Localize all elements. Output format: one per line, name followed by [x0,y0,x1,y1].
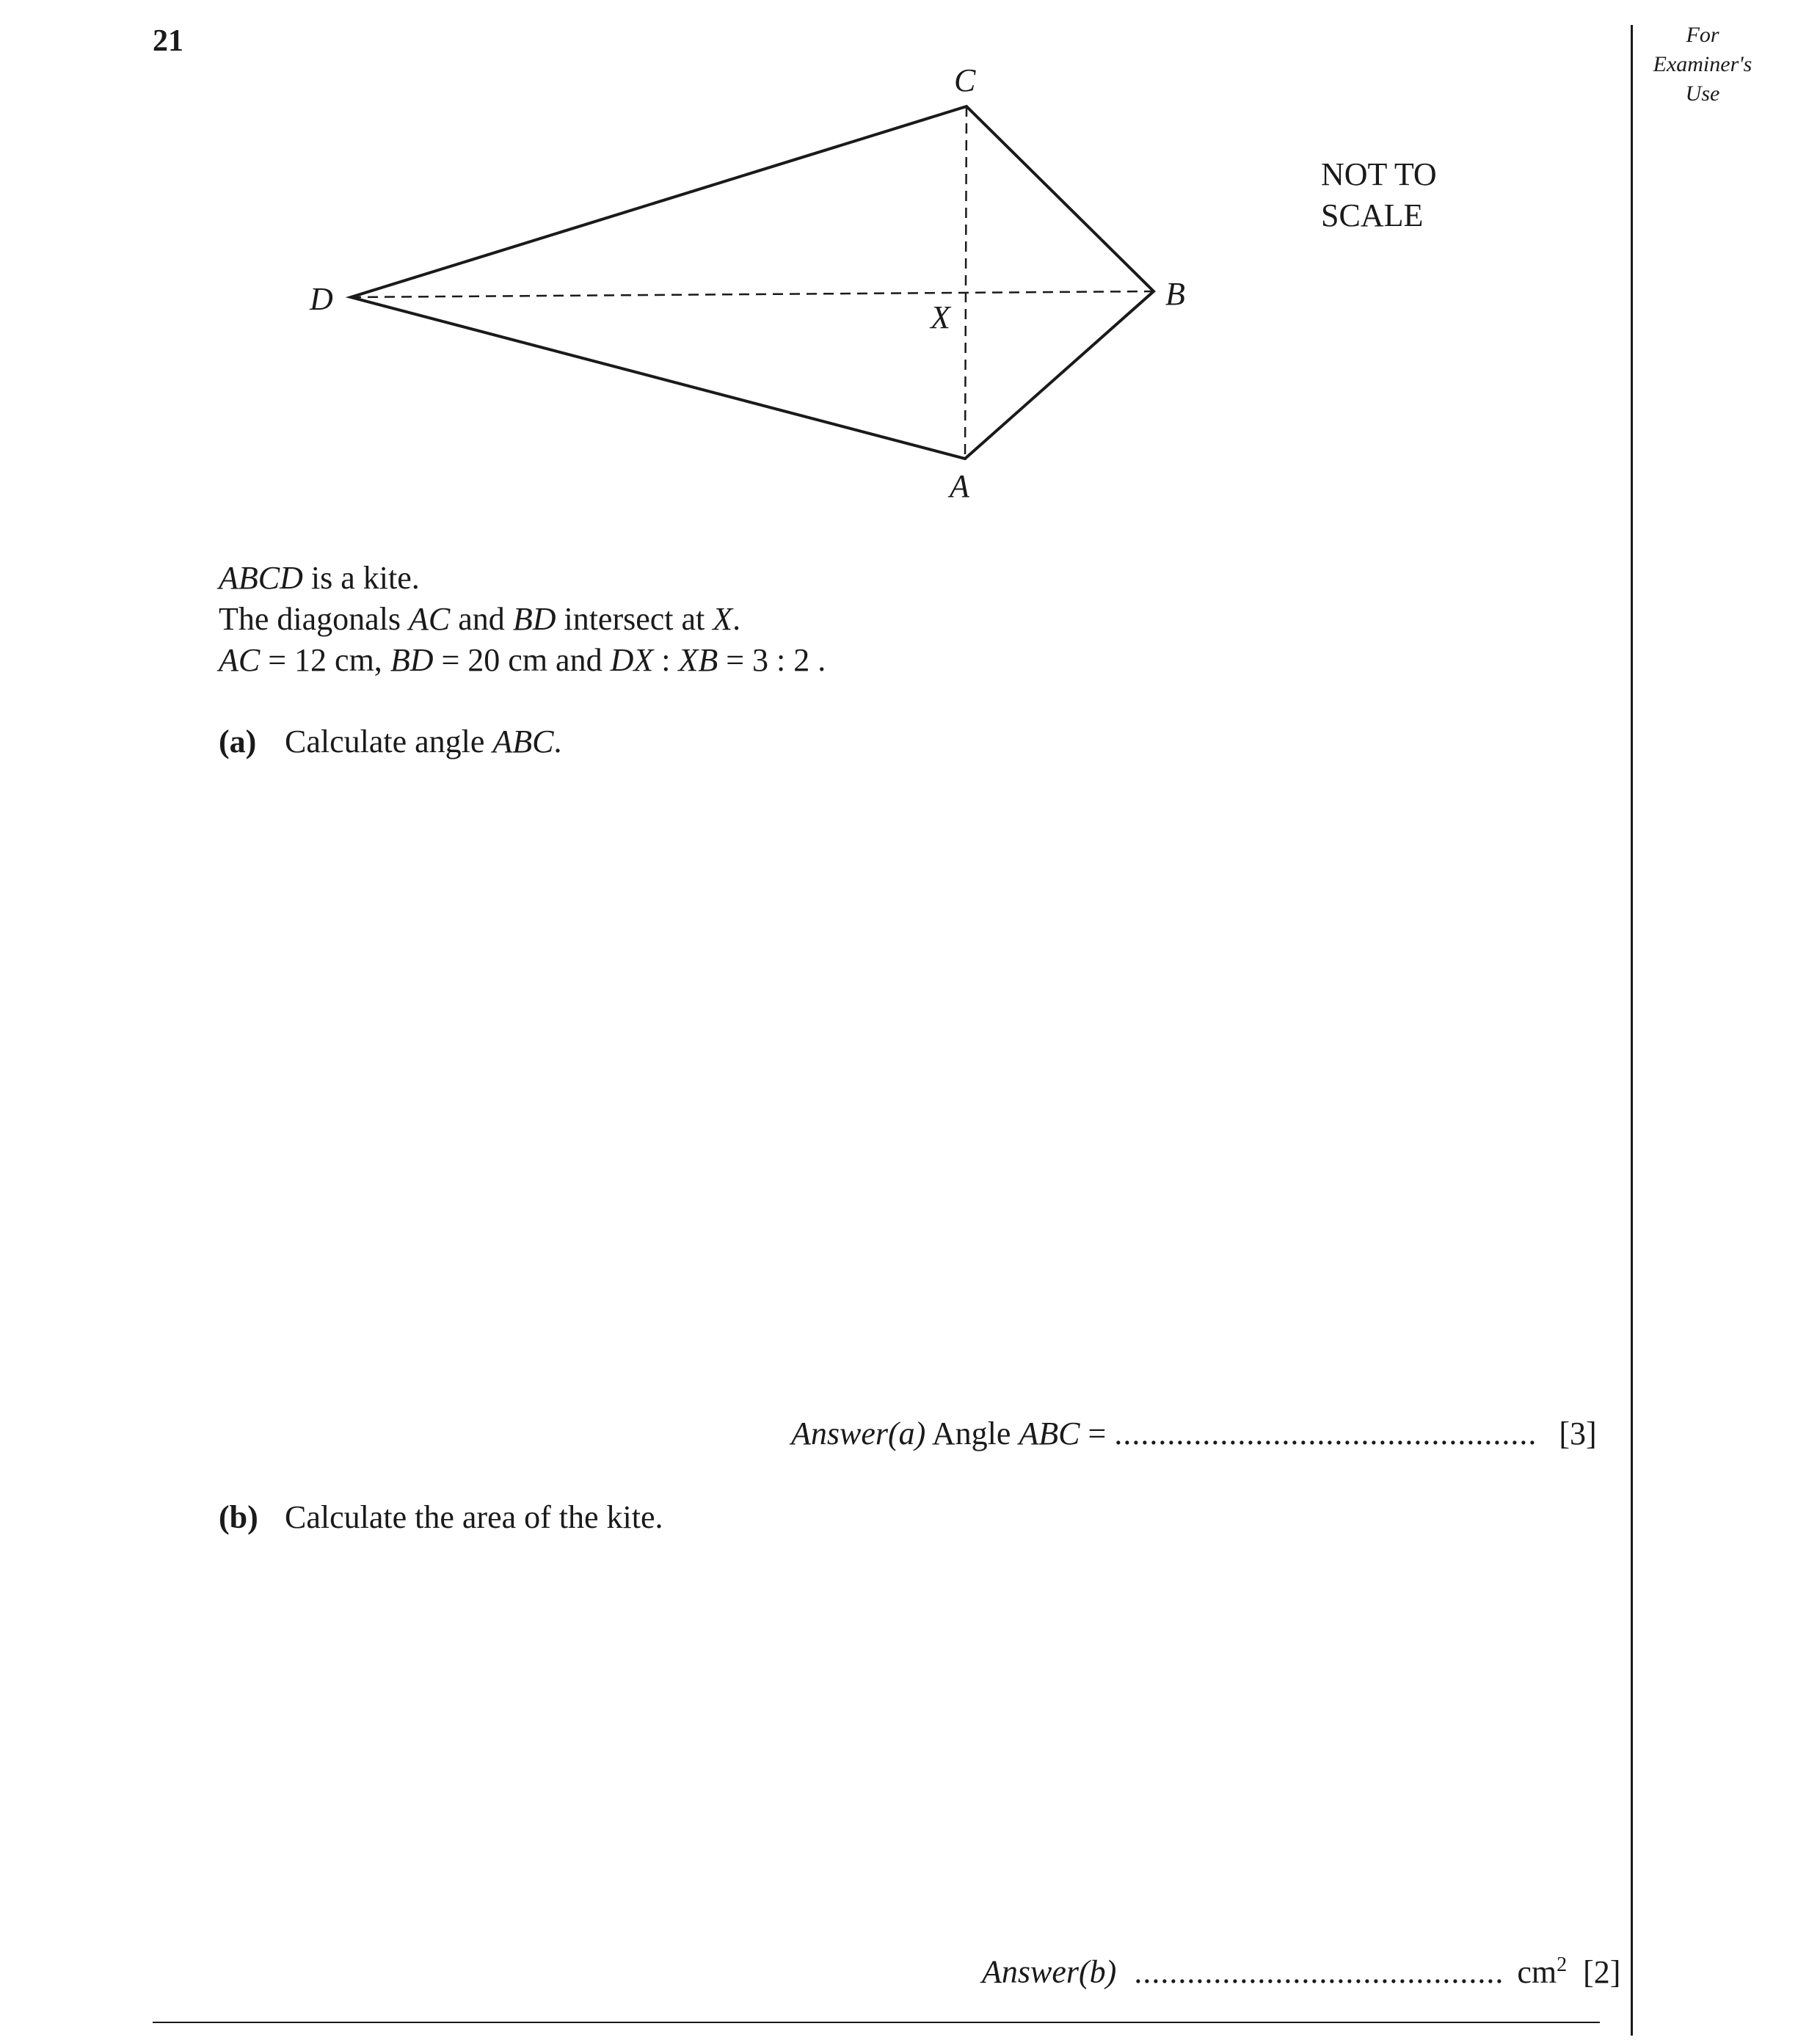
stem-text: = 3 : 2 . [718,642,826,678]
vertex-label-a: A [950,468,969,504]
bottom-rule [153,2022,1600,2023]
examiner-use-label [1629,21,1776,109]
answer-b-prefix: Answer(b) [982,1953,1117,1990]
part-b-text: Calculate the area of the kite. [285,1499,663,1535]
kite-diagram [0,0,1615,528]
stem-text: = 20 cm and [433,642,611,678]
stem-text: = 12 cm, [260,642,390,678]
part-a-text: Calculate angle [285,724,493,759]
part-a-end: . [553,724,562,759]
stem-text: : [653,642,679,678]
vertex-label-c: C [954,62,976,98]
kite-outline [351,106,1154,459]
answer-a-equals: = [1080,1416,1115,1451]
stem-text: is a kite. [302,560,420,596]
answer-a-marks: [3] [1559,1416,1597,1451]
answer-a-text: Angle [925,1416,1019,1451]
note-line: SCALE [1321,197,1424,233]
kite-name: ABCD [219,560,303,596]
stem-text: and [450,601,513,637]
segment-bd: BD [390,642,434,678]
diagonal-ac [965,106,967,459]
segment-bd: BD [512,601,556,637]
part-a-angle: ABC [492,724,554,759]
stem-line-1 [219,558,420,599]
part-b-question [219,1497,663,1538]
point-x: X [713,601,733,637]
diagonal-bd [351,291,1154,297]
answer-b-line[interactable] [982,1945,1620,1993]
answer-a-angle: ABC [1019,1416,1080,1451]
segment-ac: AC [219,642,261,678]
answer-a-field[interactable]: ................................................ [1114,1416,1537,1451]
segment-ac: AC [409,601,451,637]
answer-b-marks: [2] [1583,1953,1621,1990]
stem-text: . [732,601,741,637]
examiner-label-line: Examiner's [1653,52,1752,76]
stem-line-2 [219,599,740,640]
segment-xb: XB [678,642,718,678]
stem-text: intersect at [556,601,713,637]
vertex-label-d: D [310,281,333,317]
examiner-label-line: Use [1685,81,1720,106]
answer-a-prefix: Answer(a) [791,1416,926,1451]
part-a-question [219,721,562,762]
stem-text: The diagonals [219,601,410,637]
answer-b-unit-power: 2 [1557,1953,1568,1976]
part-a-label: (a) [219,724,257,759]
segment-dx: DX [610,642,654,678]
stem-line-3 [219,640,826,681]
question-number: 21 [153,24,183,58]
answer-a-line[interactable] [791,1413,1597,1454]
answer-b-unit: cm [1517,1953,1557,1990]
vertex-label-b: B [1165,276,1185,312]
examiner-label-line: For [1686,23,1719,47]
note-line: NOT TO [1321,156,1437,192]
part-b-label: (b) [219,1499,258,1535]
examiner-margin-line [1631,25,1633,2036]
answer-b-field[interactable]: .......................................... [1134,1953,1504,1990]
not-to-scale-note [1321,154,1437,236]
vertex-label-x: X [931,299,950,335]
